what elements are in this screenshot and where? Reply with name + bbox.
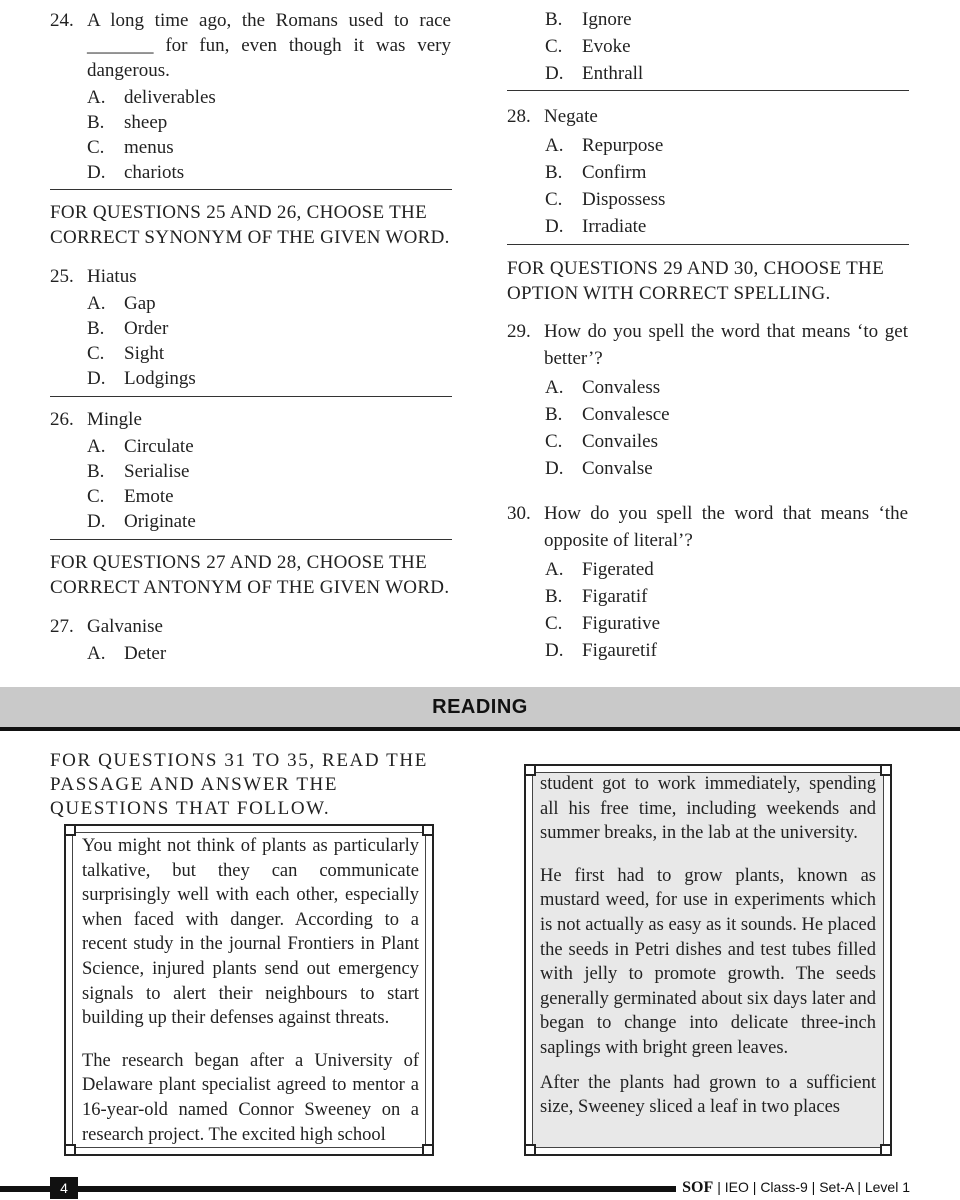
option-d[interactable]: D. Figauretif: [545, 640, 657, 661]
passage-paragraph: You might not think of plants as particularly talkative, but they can communicate surprisingly well with each other, especially when faced with danger. According to a recent study in the journal Frontiers in Plant Science, injured plants send out emergency signals to alert their neighbours to start building up their defenses against threats.: [82, 836, 419, 1029]
option-b[interactable]: B. Confirm: [545, 162, 647, 183]
question-number: 30.: [507, 503, 531, 524]
corner-notch: [422, 1144, 434, 1156]
options-27-bcd: [545, 9, 905, 90]
corner-notch: [524, 1144, 536, 1156]
options-26: [87, 436, 447, 536]
passage-paragraph: After the plants had grown to a sufficient size, Sweeney sliced a leaf in two places: [540, 1072, 876, 1118]
corner-notch: [64, 824, 76, 836]
corner-notch: [524, 764, 536, 776]
question-number: 26.: [50, 409, 74, 430]
option-b[interactable]: B. Figaratif: [545, 586, 648, 607]
options-30: [545, 559, 905, 667]
instruction-antonym: FOR QUESTIONS 27 AND 28, CHOOSE THE CORRECT ANTONYM OF THE GIVEN WORD.: [50, 552, 450, 598]
divider: [507, 244, 909, 245]
question-text: Galvanise: [87, 616, 163, 637]
option-c[interactable]: C. Sight: [87, 343, 165, 364]
question-number: 28.: [507, 106, 531, 127]
options-29: [545, 377, 905, 485]
passage-left: [82, 834, 419, 1147]
question-text: Negate: [544, 106, 598, 127]
question-text: Hiatus: [87, 266, 137, 287]
corner-notch: [422, 824, 434, 836]
instruction-reading: FOR QUESTIONS 31 TO 35, READ THE PASSAGE AND ANSWER THE QUESTIONS THAT FOLLOW.: [50, 750, 428, 819]
question-text: How do you spell the word that means ‘to get better’?: [544, 321, 908, 369]
passage-paragraph: The research began after a University of Delaware plant specialist agreed to mentor a 16-year-old named Connor Sweeney on a research project. The excited high school: [82, 1050, 419, 1145]
option-c[interactable]: C. Figurative: [545, 613, 661, 634]
passage-right: [540, 772, 876, 1120]
question-30: [507, 500, 909, 554]
sof-logo: SOF: [682, 1179, 714, 1196]
option-c[interactable]: C. Dispossess: [545, 189, 666, 210]
instruction-spelling: FOR QUESTIONS 29 AND 30, CHOOSE THE OPTION WITH CORRECT SPELLING.: [507, 258, 884, 304]
option-d[interactable]: D. Lodgings: [87, 368, 196, 389]
option-a[interactable]: A. Convaless: [545, 377, 661, 398]
section-header: [0, 687, 960, 727]
question-number: 27.: [50, 616, 74, 637]
option-d[interactable]: D. Enthrall: [545, 63, 644, 84]
options-27-a: [87, 643, 447, 668]
passage-paragraph: He first had to grow plants, known as mustard weed, for use in experiments which is not actually as easy as it sounds. He placed the seeds in Petri dishes and test tubes filled with jelly to promote growth. The seeds generally germinated about six days later and began to change into delicate three-inch saplings with bright green leaves.: [540, 865, 876, 1058]
divider: [507, 90, 909, 91]
footer-info: [676, 1175, 960, 1200]
question-text: How do you spell the word that means ‘the opposite of literal’?: [544, 503, 908, 551]
section-underline: [0, 727, 960, 731]
option-d[interactable]: D. chariots: [87, 162, 185, 183]
question-25: [50, 264, 452, 289]
options-24: [87, 87, 447, 187]
option-a[interactable]: A. Gap: [87, 293, 156, 314]
option-d[interactable]: D. Irradiate: [545, 216, 647, 237]
footer-text: | IEO | Class-9 | Set-A | Level 1: [717, 1179, 910, 1195]
option-b[interactable]: B. Order: [87, 318, 169, 339]
question-28: [507, 104, 909, 129]
divider: [50, 396, 452, 397]
question-text: Mingle: [87, 409, 142, 430]
question-26: [50, 407, 452, 432]
option-c[interactable]: C. Evoke: [545, 36, 631, 57]
option-a[interactable]: A. Figerated: [545, 559, 654, 580]
question-number: 24.: [50, 10, 74, 31]
question-29: [507, 318, 909, 372]
question-27: [50, 614, 452, 639]
option-d[interactable]: D. Convalse: [545, 458, 653, 479]
question-24: [50, 8, 452, 88]
divider: [50, 189, 452, 190]
option-a[interactable]: A. Circulate: [87, 436, 194, 457]
question-text: A long time ago, the Romans used to race _______ for fun, even though it was very dangerous.: [87, 10, 451, 81]
option-c[interactable]: C. menus: [87, 137, 174, 158]
section-title: READING: [432, 696, 528, 718]
options-28: [545, 135, 905, 243]
option-b[interactable]: B. Convalesce: [545, 404, 670, 425]
divider: [50, 539, 452, 540]
instruction-synonym: FOR QUESTIONS 25 AND 26, CHOOSE THE CORRECT SYNONYM OF THE GIVEN WORD.: [50, 202, 450, 248]
option-a[interactable]: A. deliverables: [87, 87, 216, 108]
question-number: 29.: [507, 321, 531, 342]
corner-notch: [880, 1144, 892, 1156]
question-number: 25.: [50, 266, 74, 287]
option-b[interactable]: B. Ignore: [545, 9, 632, 30]
passage-paragraph: student got to work immediately, spending all his free time, including weekends and summer breaks, in the lab at the university.: [540, 774, 876, 844]
option-d[interactable]: D. Originate: [87, 511, 196, 532]
option-a[interactable]: A. Repurpose: [545, 135, 664, 156]
page-number: 4: [50, 1177, 78, 1199]
corner-notch: [64, 1144, 76, 1156]
option-c[interactable]: C. Convailes: [545, 431, 658, 452]
option-c[interactable]: C. Emote: [87, 486, 174, 507]
option-a[interactable]: A. Deter: [87, 643, 167, 664]
option-b[interactable]: B. sheep: [87, 112, 168, 133]
option-b[interactable]: B. Serialise: [87, 461, 190, 482]
corner-notch: [880, 764, 892, 776]
options-25: [87, 293, 447, 393]
